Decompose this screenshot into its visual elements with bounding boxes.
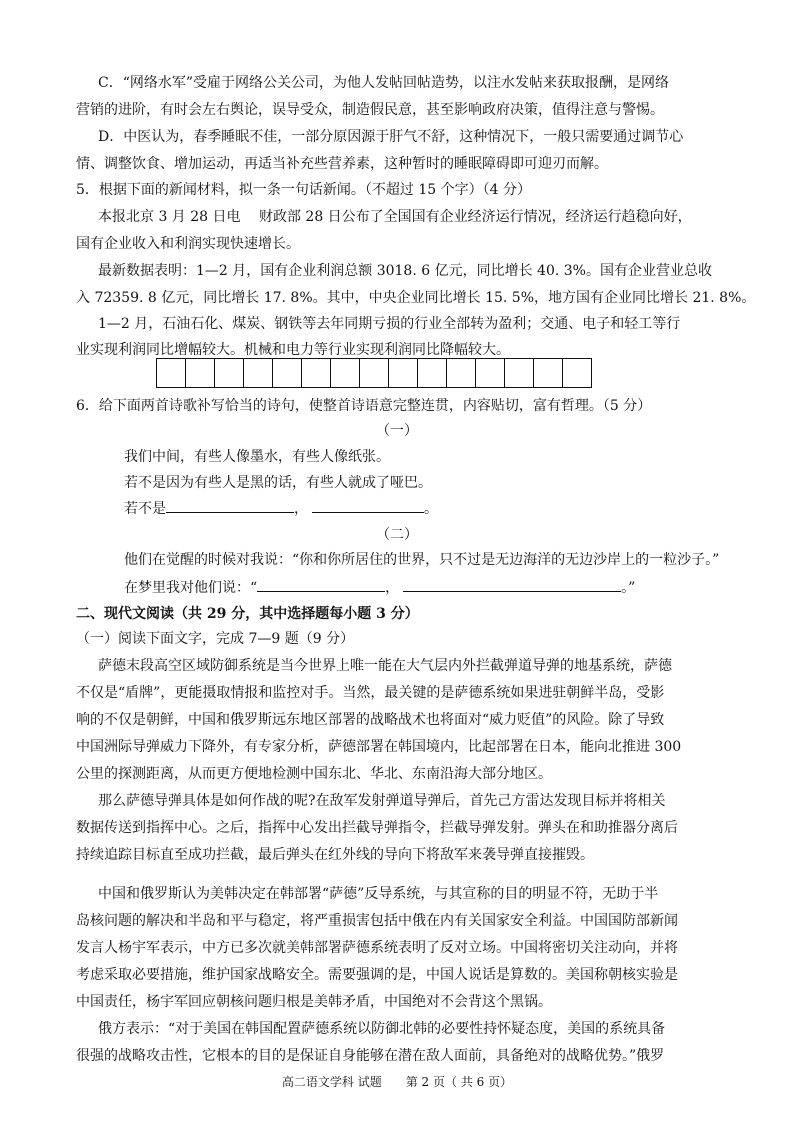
article-p4-line-1: 俄方表示：“对于美国在韩国配置萨德系统以防御北韩的必要性持怀疑态度，美国的系统具备: [98, 1021, 666, 1037]
article-p1-line-4: 中国洲际导弹威力下降外，有专家分析，萨德部署在韩国境内，比起部署在日本，能向北推进 300: [76, 739, 682, 755]
q5-material-p1-line-1: 本报北京 3 月 28 日电 财政部 28 日公布了全国国有企业经济运行情况，经济运行趋稳向好，: [98, 209, 692, 225]
poem-1-line-3: [124, 498, 438, 520]
answer-cell[interactable]: [359, 358, 389, 388]
answer-cell[interactable]: [156, 358, 186, 388]
poem-2-line-1: 他们在觉醒的时候对我说：“你和你所居住的世界，只不过是无边海洋的无边沙岸上的一粒沙子。”: [124, 552, 720, 568]
answer-cell[interactable]: [388, 358, 418, 388]
article-p4-line-2: 很强的战略攻击性，它根本的目的是保证自身能够在潜在敌人面前，具备绝对的战略优势。”俄罗: [76, 1048, 665, 1064]
article-p3-line-4: 考虑采取必要措施，维护国家战略安全。需要强调的是，中国人说话是算数的。美国称朝核实验是: [76, 967, 678, 983]
q5-material-p2-line-2: 入 72359. 8 亿元，同比增长 17. 8%。其中，中央企业同比增长 15. 5%，地方国有企业同比增长 21. 8%。: [76, 290, 756, 306]
article-p2-line-2: 数据传送到指挥中心。之后，指挥中心发出拦截导弹指令，拦截导弹发射。弹头在和助推器分离后: [76, 820, 678, 836]
section-2-title: 二、现代文阅读（共 29 分，其中选择题每小题 3 分）: [76, 606, 419, 622]
option-c-line-2: 营销的进阶，有时会左右舆论，误导受众，制造假民意，甚至影响政府决策，值得注意与警惕。: [76, 102, 664, 118]
answer-cell[interactable]: [562, 358, 592, 388]
article-p3-line-1: 中国和俄罗斯认为美韩决定在韩部署“萨德”反导系统，与其宣称的目的明显不符，无助于半: [98, 886, 659, 902]
answer-cell[interactable]: [446, 358, 476, 388]
q5-material-p3-line-2: 业实现利润同比增幅较大。机械和电力等行业实现利润同比降幅较大。: [76, 342, 510, 358]
footer-subject: 高二语文学科 试题: [281, 1075, 382, 1089]
answer-cell[interactable]: [330, 358, 360, 388]
article-p3-line-2: 岛核问题的解决和半岛和平与稳定，将严重损害包括中俄在内有关国家安全利益。中国国防部新闻: [76, 913, 678, 929]
article-p3-line-5: 中国责任，杨宇军回应朝核问题归根是美韩矛盾，中国绝对不会背这个黑锅。: [76, 994, 552, 1010]
option-c-line-1: C．“网络水军”受雇于网络公关公司，为他人发帖回帖造势，以注水发帖来获取报酬，是网络: [98, 75, 670, 91]
poem-2-blank-1[interactable]: [257, 577, 385, 592]
footer-page-number: 第 2 页（ 共 6 页）: [405, 1075, 513, 1089]
poem-2-heading: （二）: [376, 527, 418, 543]
page-footer: [0, 1074, 794, 1090]
poem-2-line-2-end: 。”: [621, 580, 636, 596]
answer-cell[interactable]: [243, 358, 273, 388]
answer-cell[interactable]: [533, 358, 563, 388]
q5-material-p2-line-1: 最新数据表明：1—2 月，国有企业利润总额 3018. 6 亿元，同比增长 40. 3%。国有企业营业总收: [98, 263, 712, 279]
article-p1-line-5: 公里的探测距离，从而更方便地检测中国东北、华北、东南沿海大部分地区。: [76, 766, 552, 782]
q5-material-p1-line-2: 国有企业收入和利润实现快速增长。: [76, 236, 300, 252]
poem-2-line-2-prefix: 在梦里我对他们说：“: [124, 580, 258, 596]
question-6-title: 6．给下面两首诗歌补写恰当的诗句，使整首诗语意完整连贯，内容贴切，富有哲理。（5 分）: [76, 398, 652, 414]
answer-cell[interactable]: [301, 358, 331, 388]
poem-2-blank-2[interactable]: [403, 577, 621, 592]
answer-cell[interactable]: [504, 358, 534, 388]
answer-grid[interactable]: [157, 358, 592, 388]
option-d-line-2: 情、调整饮食、增加运动，再适当补充些营养素，这种暂时的睡眠障碍即可迎刃而解。: [76, 156, 608, 172]
poem-1-blank-2[interactable]: [312, 498, 424, 513]
q5-material-p3-line-1: 1—2 月，石油石化、煤炭、钢铁等去年同期亏损的行业全部转为盈利；交通、电子和轻工等行: [98, 316, 681, 332]
question-5-title: 5．根据下面的新闻材料，拟一条一句话新闻。（不超过 15 个字）（4 分）: [76, 182, 531, 198]
article-p1-line-3: 响的不仅是朝鲜，中国和俄罗斯远东地区部署的战略战术也将面对“威力贬值”的风险。除了导致: [76, 712, 665, 728]
answer-cell[interactable]: [185, 358, 215, 388]
article-p1-line-1: 萨德末段高空区域防御系统是当今世界上唯一能在大气层内外拦截弹道导弹的地基系统，萨德: [98, 658, 672, 674]
article-p2-line-1: 那么萨德导弹具体是如何作战的呢?在敌军发射弹道导弹后，首先己方雷达发现目标并将相关: [98, 793, 666, 809]
poem-2-line-2: [124, 577, 635, 599]
answer-cell[interactable]: [417, 358, 447, 388]
article-p2-line-3: 持续追踪目标直至成功拦截，最后弹头在红外线的导向下将敌军来袭导弹直接摧毁。: [76, 847, 594, 863]
answer-cell[interactable]: [272, 358, 302, 388]
article-p3-line-3: 发言人杨宇军表示，中方已多次就美韩部署萨德系统表明了反对立场。中国将密切关注动向，并将: [76, 940, 678, 956]
section-2-subtitle: （一）阅读下面文字，完成 7—9 题（9 分）: [76, 631, 355, 647]
poem-1-line-3-comma: ，: [294, 501, 308, 517]
poem-1-blank-1[interactable]: [166, 498, 294, 513]
poem-1-heading: （一）: [376, 423, 418, 439]
option-d-line-1: D．中医认为，春季睡眠不佳，一部分原因源于肝气不舒，这种情况下，一般只需要通过调节心: [98, 129, 684, 145]
article-p1-line-2: 不仅是“盾牌”，更能摄取情报和监控对手。当然，最关键的是萨德系统如果进驻朝鲜半岛，受影: [76, 685, 665, 701]
poem-1-line-2: 若不是因为有些人是黑的话，有些人就成了哑巴。: [124, 475, 432, 491]
poem-1-line-3-end: 。: [424, 501, 438, 517]
answer-cell[interactable]: [214, 358, 244, 388]
poem-1-line-3-prefix: 若不是: [124, 501, 166, 517]
poem-2-line-2-comma: ，: [385, 580, 400, 596]
answer-cell[interactable]: [475, 358, 505, 388]
poem-1-line-1: 我们中间，有些人像墨水，有些人像纸张。: [124, 449, 390, 465]
